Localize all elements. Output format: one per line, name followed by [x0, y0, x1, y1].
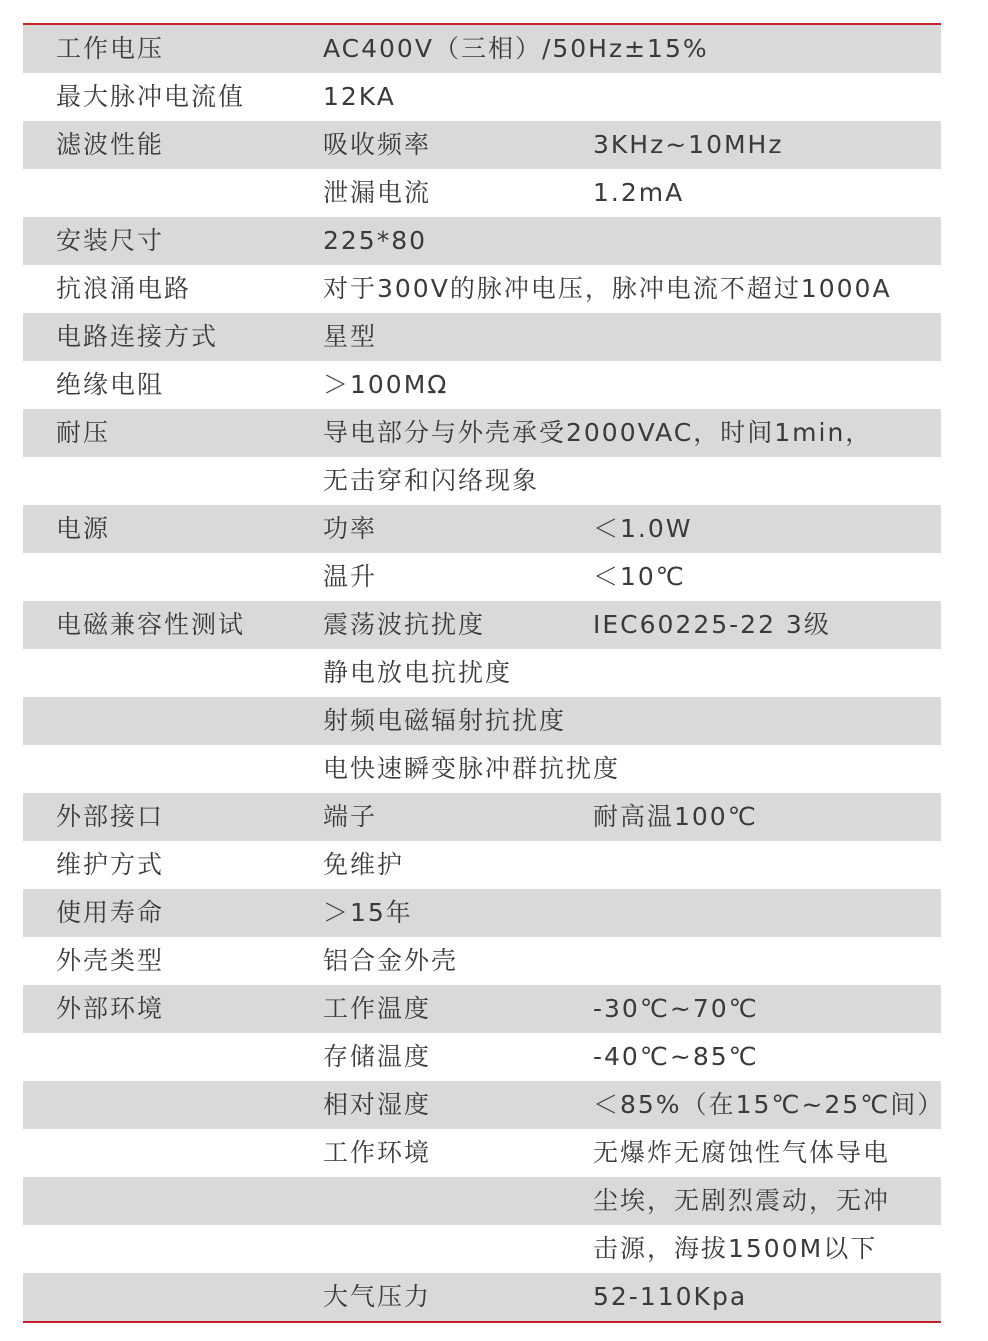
table-row [23, 553, 941, 601]
table-row [23, 1129, 941, 1177]
detail-cell: 耐高温100℃ [593, 802, 758, 831]
value-cell: 对于300V的脉冲电压，脉冲电流不超过1000A [323, 274, 892, 303]
value-cell: 吸收频率 [323, 130, 432, 159]
value-cell: 免维护 [323, 850, 405, 879]
value-cell: 存储温度 [323, 1042, 432, 1071]
table-row [23, 697, 941, 745]
value-cell: 工作温度 [323, 994, 432, 1023]
table-row [23, 25, 941, 73]
table-row [23, 265, 941, 313]
table-row [23, 169, 941, 217]
table-row [23, 1033, 941, 1081]
param-cell: 使用寿命 [56, 898, 165, 927]
value-cell: ＞15年 [323, 898, 413, 927]
value-cell: 功率 [323, 514, 378, 543]
param-cell: 安装尺寸 [56, 226, 165, 255]
table-row [23, 1273, 941, 1321]
spec-rows [23, 25, 945, 1321]
param-cell: 外壳类型 [56, 946, 165, 975]
bottom-rule [23, 1321, 941, 1323]
table-row [23, 649, 941, 697]
table-row [23, 937, 941, 985]
detail-cell: 击源，海拔1500M以下 [593, 1234, 878, 1263]
detail-cell: 无爆炸无腐蚀性气体导电 [593, 1138, 891, 1167]
value-cell: 温升 [323, 562, 378, 591]
value-cell: AC400V（三相）/50Hz±15% [323, 34, 709, 63]
value-cell: 静电放电抗扰度 [323, 658, 513, 687]
detail-cell: ＜1.0W [593, 514, 693, 543]
table-row [23, 889, 941, 937]
param-cell: 电路连接方式 [56, 322, 219, 351]
param-cell: 外部环境 [56, 994, 165, 1023]
value-cell: 相对湿度 [323, 1090, 432, 1119]
value-cell: 大气压力 [323, 1282, 432, 1311]
table-row [23, 1081, 945, 1129]
detail-cell: ＜10℃ [593, 562, 686, 591]
detail-cell: IEC60225-22 3级 [593, 610, 831, 639]
detail-cell: ＜85%（在15℃~25℃间） [593, 1090, 945, 1119]
param-cell: 电磁兼容性测试 [56, 610, 246, 639]
detail-cell: 1.2mA [593, 178, 685, 207]
table-row [23, 409, 941, 457]
param-cell: 维护方式 [56, 850, 165, 879]
detail-cell: -30℃~70℃ [593, 994, 759, 1023]
table-row [23, 985, 941, 1033]
value-cell: 12KA [323, 82, 396, 111]
param-cell: 耐压 [56, 418, 111, 447]
detail-cell: -40℃~85℃ [593, 1042, 759, 1071]
table-row [23, 1177, 941, 1225]
detail-cell: 3KHz~10MHz [593, 130, 784, 159]
value-cell: 铝合金外壳 [323, 946, 459, 975]
detail-cell: 52-110Kpa [593, 1282, 748, 1311]
table-row [23, 793, 941, 841]
param-cell: 电源 [56, 514, 111, 543]
spec-table [23, 23, 945, 1323]
value-cell: 225*80 [323, 226, 428, 255]
value-cell: 泄漏电流 [323, 178, 432, 207]
value-cell: ＞100MΩ [323, 370, 449, 399]
param-cell: 工作电压 [56, 34, 165, 63]
table-row [23, 745, 941, 793]
table-row [23, 457, 941, 505]
param-cell: 抗浪涌电路 [56, 274, 192, 303]
detail-cell: 尘埃，无剧烈震动，无冲 [593, 1186, 891, 1215]
param-cell: 最大脉冲电流值 [56, 82, 246, 111]
table-row [23, 841, 941, 889]
value-cell: 电快速瞬变脉冲群抗扰度 [323, 754, 621, 783]
value-cell: 无击穿和闪络现象 [323, 466, 540, 495]
param-cell: 滤波性能 [56, 130, 165, 159]
value-cell: 导电部分与外壳承受2000VAC，时间1min， [323, 418, 873, 447]
table-row [23, 217, 941, 265]
table-row [23, 121, 941, 169]
param-cell: 绝缘电阻 [56, 370, 165, 399]
table-row [23, 505, 941, 553]
value-cell: 星型 [323, 322, 378, 351]
table-row [23, 361, 941, 409]
value-cell: 震荡波抗扰度 [323, 610, 486, 639]
table-row [23, 73, 941, 121]
table-row [23, 313, 941, 361]
table-row [23, 1225, 941, 1273]
value-cell: 射频电磁辐射抗扰度 [323, 706, 567, 735]
param-cell: 外部接口 [56, 802, 165, 831]
value-cell: 端子 [323, 802, 378, 831]
value-cell: 工作环境 [323, 1138, 432, 1167]
table-row [23, 601, 941, 649]
